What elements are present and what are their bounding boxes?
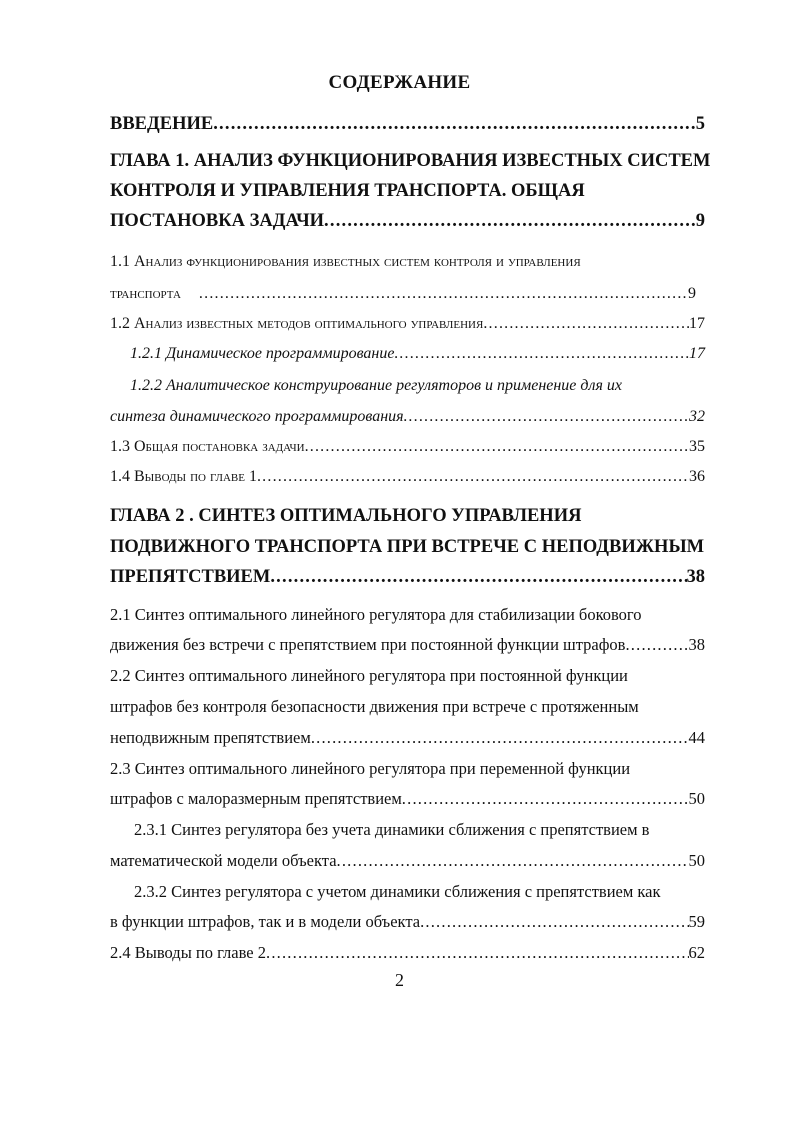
dot-leader [305, 436, 689, 458]
dot-leader [213, 113, 696, 135]
dot-leader [270, 566, 686, 588]
dot-leader [420, 911, 688, 933]
toc-entry-1-2-1 [130, 343, 705, 365]
dot-leader [311, 727, 689, 749]
dot-leader [199, 283, 688, 305]
toc-1-1-line1: 1.1 Анализ функционирования известных систем контроля и управления [110, 253, 581, 270]
toc-entry-2-3 [110, 788, 705, 810]
entry-page: 62 [688, 943, 705, 962]
page-number: 2 [395, 970, 404, 990]
entry-text: ПРЕПЯТСТВИЕМ [110, 567, 271, 587]
toc-chapter1-line1: ГЛАВА 1. АНАЛИЗ ФУНКЦИОНИРОВАНИЯ ИЗВЕСТНЫХ СИСТЕМ [110, 151, 711, 171]
entry-text: 1.3 Общая постановка задачи [110, 438, 305, 455]
toc-entry-2-2 [110, 727, 705, 749]
toc-entry-1-1 [110, 283, 696, 305]
toc-entry-2-1 [110, 634, 705, 656]
toc-entry-2-4 [110, 942, 705, 964]
toc-chapter1-line2: КОНТРОЛЯ И УПРАВЛЕНИЯ ТРАНСПОРТА. ОБЩАЯ [110, 181, 585, 201]
toc-entry-1-3 [110, 436, 705, 458]
toc-entry-2-3-2 [110, 911, 705, 933]
entry-page: 59 [688, 912, 705, 931]
entry-text: транспорта [110, 285, 181, 302]
toc-2-1-line1: 2.1 Синтез оптимального линейного регулятора для стабилизации бокового [110, 605, 642, 624]
entry-text: в функции штрафов, так и в модели объекта [110, 912, 421, 931]
entry-page: 5 [695, 114, 705, 134]
entry-page: 38 [686, 567, 705, 587]
entry-text: синтеза динамического программирования [110, 408, 404, 425]
toc-entry-chapter2 [110, 566, 705, 588]
dot-leader [394, 343, 689, 365]
dot-leader [404, 406, 689, 428]
entry-text: математической модели объекта [110, 851, 337, 870]
dot-leader [625, 634, 688, 656]
entry-page: 17 [689, 345, 705, 362]
toc-2-2-line2: штрафов без контроля безопасности движения при встрече с протяженным [110, 697, 639, 716]
entry-page: 9 [688, 285, 696, 302]
toc-title: СОДЕРЖАНИЕ [328, 72, 471, 93]
entry-text: 2.4 Выводы по главе 2 [110, 943, 266, 962]
toc-chapter2-line2: ПОДВИЖНОГО ТРАНСПОРТА ПРИ ВСТРЕЧЕ С НЕПОДВИЖНЫМ [110, 537, 705, 557]
entry-text: ПОСТАНОВКА ЗАДАЧИ [110, 211, 325, 231]
toc-2-3-2-line1: 2.3.2 Синтез регулятора с учетом динамики сближения с препятствием как [134, 882, 661, 901]
entry-text: штрафов с малоразмерным препятствием [110, 789, 402, 808]
entry-page: 17 [689, 315, 705, 332]
entry-text: ВВЕДЕНИЕ [110, 114, 214, 134]
entry-page: 50 [688, 789, 705, 808]
entry-page: 36 [689, 468, 705, 485]
dot-leader [337, 850, 689, 872]
toc-chapter2-line1: ГЛАВА 2 . СИНТЕЗ ОПТИМАЛЬНОГО УПРАВЛЕНИЯ [110, 506, 582, 526]
toc-2-3-1-line1: 2.3.1 Синтез регулятора без учета динамики сближения с препятствием в [134, 820, 650, 839]
entry-text: 1.2.1 Динамическое программирование [130, 345, 395, 362]
entry-text: 1.4 Выводы по главе 1 [110, 468, 257, 485]
toc-entry-introduction [110, 113, 705, 135]
entry-page: 38 [688, 635, 705, 654]
entry-page: 32 [689, 408, 705, 425]
entry-page: 50 [688, 851, 705, 870]
toc-entry-chapter1 [110, 210, 705, 232]
toc-entry-1-2-2 [110, 406, 705, 428]
toc-2-2-line1: 2.2 Синтез оптимального линейного регулятора при постоянной функции [110, 666, 628, 685]
dot-leader [257, 466, 689, 488]
dot-leader [402, 788, 689, 810]
toc-entry-1-2 [110, 313, 705, 335]
entry-page: 44 [688, 728, 705, 747]
dot-leader [483, 313, 689, 335]
entry-page: 9 [695, 211, 705, 231]
entry-text: движения без встречи с препятствием при постоянной функции штрафов [110, 635, 626, 654]
dot-leader [324, 210, 696, 232]
entry-text: неподвижным препятствием [110, 728, 311, 747]
toc-2-3-line1: 2.3 Синтез оптимального линейного регулятора при переменной функции [110, 759, 631, 778]
toc-1-2-2-line1: 1.2.2 Аналитическое конструирование регуляторов и применение для их [130, 377, 623, 394]
toc-entry-2-3-1 [110, 850, 705, 872]
toc-entry-1-4 [110, 466, 705, 488]
dot-leader [266, 942, 689, 964]
entry-page: 35 [689, 438, 705, 455]
entry-text: 1.2 Анализ известных методов оптимального управления [110, 315, 484, 332]
